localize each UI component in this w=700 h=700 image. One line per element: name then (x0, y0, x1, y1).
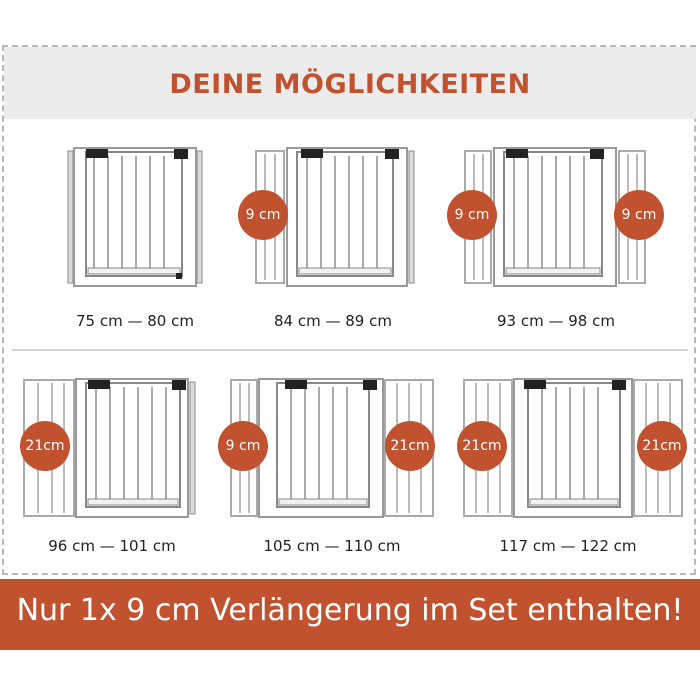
row-divider (12, 349, 688, 351)
page-title: DEINE MÖGLICHKEITEN (169, 69, 531, 100)
gate-illustration-1 (66, 146, 206, 288)
extension-badge-2a: 9 cm (238, 190, 288, 240)
extension-badge-3a: 9 cm (447, 190, 497, 240)
extension-badge-5a: 9 cm (218, 421, 268, 471)
range-label-5: 105 cm — 110 cm (263, 537, 401, 555)
range-label-3: 93 cm — 98 cm (497, 312, 615, 330)
range-label-2: 84 cm — 89 cm (274, 312, 392, 330)
extension-badge-4a: 21cm (20, 421, 70, 471)
extension-badge-3b: 9 cm (614, 190, 664, 240)
footer-text: Nur 1x 9 cm Verlängerung im Set enthalten! (16, 593, 684, 628)
extension-badge-6b: 21cm (637, 421, 687, 471)
extension-badge-5b: 21cm (385, 421, 435, 471)
range-label-1: 75 cm — 80 cm (76, 312, 194, 330)
extension-badge-6a: 21cm (457, 421, 507, 471)
range-label-4: 96 cm — 101 cm (48, 537, 176, 555)
range-label-6: 117 cm — 122 cm (499, 537, 637, 555)
